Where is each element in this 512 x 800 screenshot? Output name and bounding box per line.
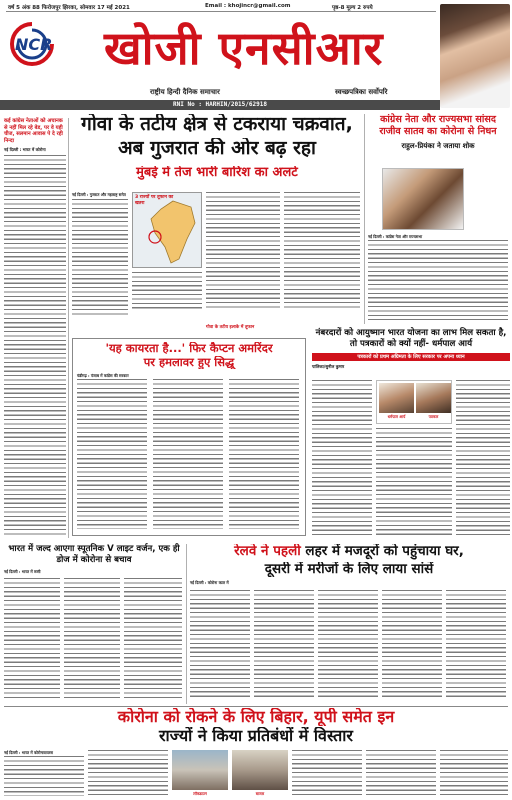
sputnik-dateline: नई दिल्ली : भारत में रूसी [4, 569, 41, 574]
ayushman-photo-2 [416, 383, 451, 413]
masthead [0, 0, 512, 112]
col-divider-right [364, 114, 365, 324]
bottom-photo-1-caption: लॉकडाउन [193, 791, 207, 796]
bottom-body [4, 750, 508, 798]
quote-dateline: चंडीगढ़ : पंजाब में कांग्रेस की सरकार [77, 373, 129, 378]
bottom-headline-line-2: राज्यों ने किया प्रतिबंधों में विस्तार [159, 727, 353, 746]
ncr-logo [8, 20, 56, 68]
bottom-photo-2 [232, 750, 288, 790]
lead-caption: गोवा के तटीय इलाके में तूफान [206, 325, 255, 330]
left-brief-dateline: नई दिल्ली : भारत में कोरोना [4, 147, 46, 153]
col-divider-mid [186, 544, 187, 704]
quote-headline-line-1: 'यह कायरता है...' फिर कैप्टन अमरिंदर [105, 342, 273, 355]
pages-price: पृष्ठ-8 मूल्य 2 रुपये [332, 5, 373, 11]
bottom-rule [4, 706, 508, 707]
india-map-icon [133, 193, 203, 269]
quote-headline-line-2: पर हमलावर हुए सिद्धू [143, 356, 235, 370]
lead-dateline: नई दिल्ली : गुजरात और महाराष्ट्र समेत [72, 192, 126, 197]
lead-body-col-2 [132, 272, 202, 310]
top-rule [6, 11, 436, 12]
bottom-headline-line-1: कोरोना को रोकने के लिए बिहार, यूपी समेत इन [117, 708, 395, 726]
left-brief [4, 118, 66, 538]
ayushman-photo-caption-1: धर्मपाल आर्य [387, 414, 406, 419]
ayushman-byline: पालिका/सुनील कुमार [312, 364, 345, 369]
right-top-subhead: राहुल-प्रियंका ने जताया शोक [401, 142, 475, 150]
lead-subhead: मुंबई में तेज भारी बारिश का अलर्ट [136, 165, 298, 180]
right-top-dateline: नई दिल्ली : कांग्रेस नेता और राज्यसभा [368, 234, 423, 239]
sputnik-story [4, 544, 184, 704]
col-divider-left [68, 118, 69, 538]
ayushman-photos [376, 380, 452, 424]
right-top-headline: कांग्रेस नेता और राज्यसभा सांसद राजीव सातव का कोरोना से निधन [379, 114, 497, 137]
lead-headline-line-2: अब गुजरात की ओर बढ़ रहा [118, 137, 316, 159]
bottom-dateline: नई दिल्ली : भारत में कोरोनावायरस [4, 750, 53, 755]
tagline: राष्ट्रीय हिन्दी दैनिक समाचार [150, 88, 220, 96]
ayushman-photo-caption-2: पत्रकार [428, 414, 439, 419]
railway-dateline: नई दिल्ली : कोरोना काल में [190, 580, 229, 586]
railway-headline-red: रेलवे ने पहली [234, 544, 301, 559]
rni-band [0, 100, 440, 110]
railway-headline-black: लहर में मजदूरों को पहुंचाया घर, [300, 544, 464, 559]
email-line: Email : khojincr@gmail.com [205, 3, 291, 9]
lead-body-col-3 [206, 192, 280, 310]
lead-body-col-1 [72, 192, 128, 317]
map-label: 3 राज्यों पर तूफान का खतरा [135, 195, 174, 206]
lead-body-col-4 [284, 192, 360, 310]
rni-number: RNI No : HARHIN/2015/62918 [173, 101, 267, 108]
lead-story [72, 114, 362, 334]
masthead-photo [440, 4, 510, 108]
bottom-photo-1 [172, 750, 228, 790]
lead-headline-line-1: गोवा के तटीय क्षेत्र से टकराया चक्रवात, [81, 114, 353, 135]
ayushman-headline: नंबरदारों को आयुष्मान भारत योजना का लाभ मिल सकता है, तो पत्रकारों को क्यों नहीं- धर्मपाल आर्य [315, 328, 507, 349]
logo-text: NCR [15, 35, 53, 54]
right-top-body [368, 240, 508, 320]
newspaper-title: खोजी एनसीआर [104, 21, 384, 75]
rajeev-satav-photo [382, 168, 464, 230]
bottom-photo-2-caption: बाजार [255, 791, 265, 796]
sputnik-headline: भारत में जल्द आएगा स्पूतनिक V लाइट वर्जन, एक ही डोज में कोरोना से बचाव [8, 544, 180, 565]
left-brief-headline: कई कांग्रेस नेताओं को अचानक से नहीं मिल रहे बेड, पर वे यही चीज, सलमान आवास पे दे रही निन्दा [4, 118, 63, 144]
railway-headline-line-1 [190, 544, 508, 560]
ayushman-banner: पत्रकारों को प्रथम अग्रिमता के लिए सरकार पर अपना ध्यान [312, 353, 510, 361]
railway-story [190, 544, 508, 704]
ayushman-photo-1 [379, 383, 414, 413]
left-brief-body [4, 155, 66, 535]
railway-headline-line-2: दूसरी में मरीजों के लिए लाया सांसें [264, 561, 434, 577]
cyclone-map [132, 192, 202, 268]
slogan: स्वच्छपत्रिका सर्वोपरि [335, 88, 388, 96]
ayushman-story [312, 328, 510, 540]
quote-story [72, 338, 306, 536]
right-top-story [368, 114, 508, 324]
issue-line: वर्ष 5 अंक 88 फिरोजपुर झिरका, सोमवार 17 मई 2021 [8, 5, 130, 11]
